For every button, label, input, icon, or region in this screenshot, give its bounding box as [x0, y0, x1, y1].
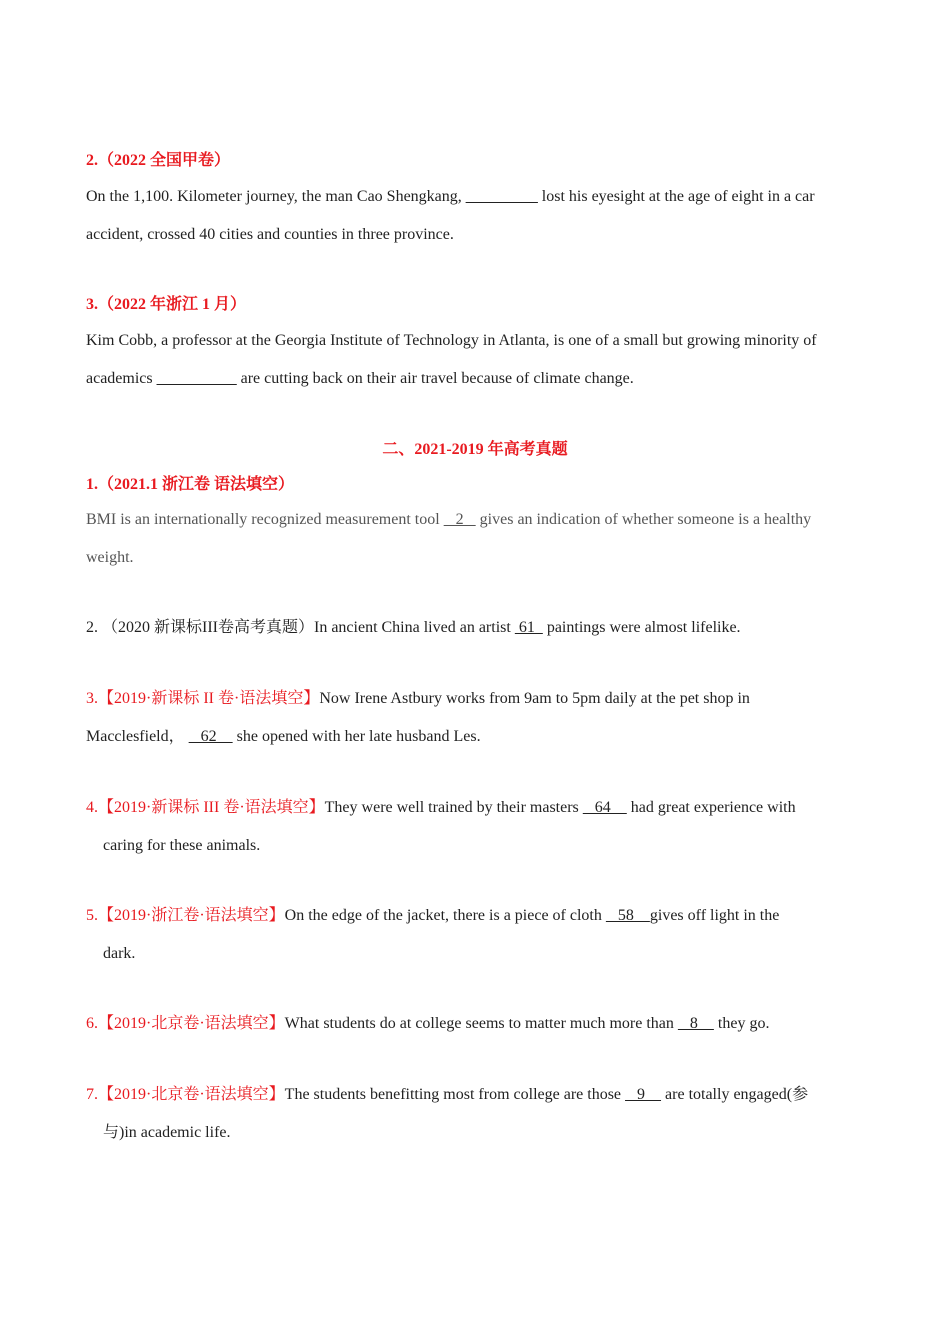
q5-line2: dark.: [103, 945, 136, 962]
q7-line2: 与)in academic life.: [103, 1124, 231, 1141]
q6-line1: 6.【2019·北京卷·语法填空】What students do at college seems to matter much more than 8 they go.: [86, 1015, 770, 1032]
q2022-1-line1: On the 1,100. Kilometer journey, the man Cao Shengkang, _________ lost his eyesight at the age of eight in a car: [86, 188, 815, 205]
q2022-1-line2: accident, crossed 40 cities and counties in three province.: [86, 226, 454, 243]
q3-line1: 3.【2019·新课标 II 卷·语法填空】Now Irene Astbury works from 9am to 5pm daily at the pet shop in: [86, 690, 750, 707]
q2022-2-heading: 3.（2022 年浙江 1 月）: [86, 296, 247, 313]
q2022-2-line1: Kim Cobb, a professor at the Georgia Institute of Technology in Atlanta, is one of a small but growing minority of: [86, 332, 817, 349]
q1-heading: 1.（2021.1 浙江卷 语法填空）: [86, 476, 295, 493]
q1-line2: weight.: [86, 549, 134, 566]
q4-line2: caring for these animals.: [103, 837, 261, 854]
q2022-2-line2: academics __________ are cutting back on their air travel because of climate change.: [86, 370, 634, 387]
q2022-1-heading: 2.（2022 全国甲卷）: [86, 152, 231, 169]
q3-line2: Macclesfield， 62 she opened with her late husband Les.: [86, 728, 481, 745]
q1-line1: BMI is an internationally recognized measurement tool 2 gives an indication of whether someone is a healthy: [86, 511, 812, 528]
q5-line1: 5.【2019·浙江卷·语法填空】On the edge of the jacket, there is a piece of cloth 58 gives off light in the: [86, 907, 780, 924]
q7-line1: 7.【2019·北京卷·语法填空】The students benefitting most from college are those 9 are totally engaged(参: [86, 1086, 809, 1103]
q4-line1: 4.【2019·新课标 III 卷·语法填空】They were well trained by their masters 64 had great experience with: [86, 799, 796, 816]
q2-line1: 2. （2020 新课标III卷高考真题）In ancient China lived an artist 61 paintings were almost lifelike.: [86, 619, 741, 636]
section-title: 二、2021-2019 年高考真题: [382, 441, 568, 458]
